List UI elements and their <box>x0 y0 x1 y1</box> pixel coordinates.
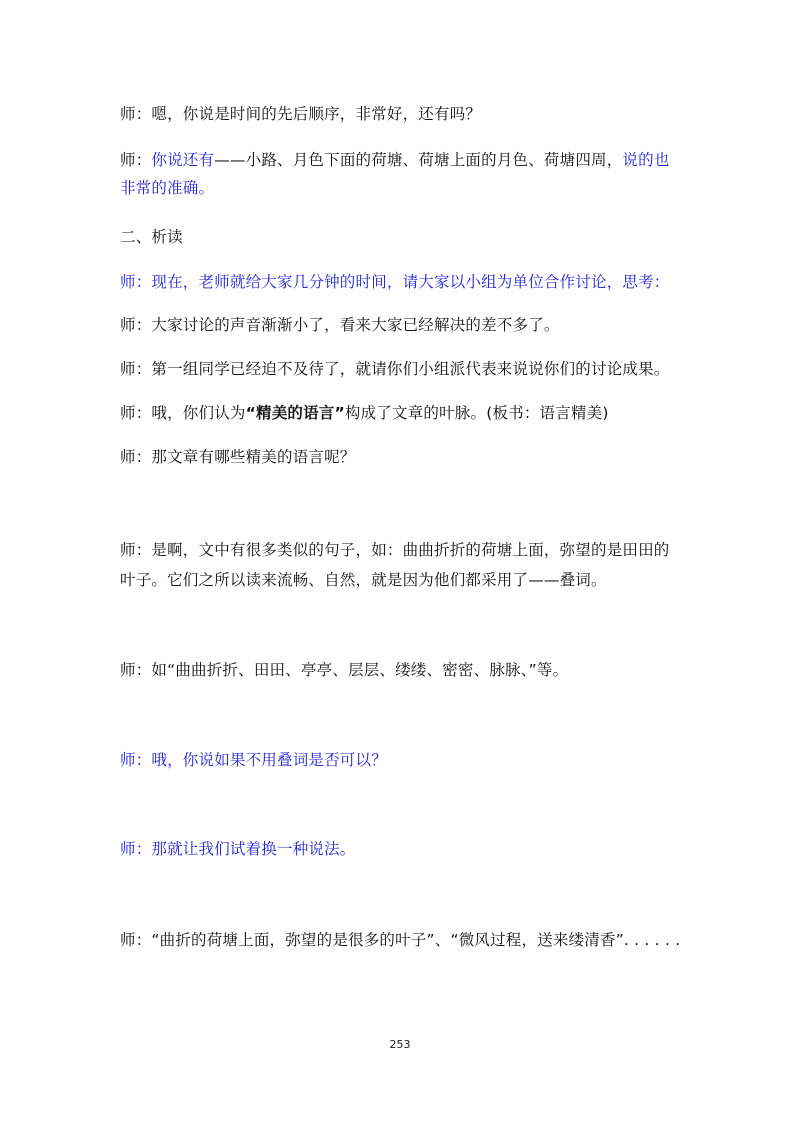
dialogue-line-2-continued <box>120 177 690 199</box>
highlighted-text: 师：哦，你说如果不用叠词是否可以？ <box>120 751 387 769</box>
dialogue-line-8 <box>120 539 690 561</box>
line-text: 叶子。它们之所以读来流畅、自然，就是因为他们都采用了——叠词。 <box>120 571 607 589</box>
line-text: 师：嗯，你说是时间的先后顺序，非常好，还有吗？ <box>120 105 482 123</box>
speaker-label: 师： <box>120 151 152 169</box>
dialogue-line-7 <box>120 446 690 468</box>
dialogue-line-9 <box>120 659 690 681</box>
highlighted-text: 师：那就让我们试着换一种说法。 <box>120 840 356 858</box>
line-text: 师：第一组同学已经迫不及待了，就请你们小组派代表来说说你们的讨论成果。 <box>120 360 670 378</box>
line-text: 师：哦，你们认为 <box>120 404 246 422</box>
page-number: 253 <box>389 1038 411 1051</box>
highlighted-text: 师：现在，老师就给大家几分钟的时间，请大家以小组为单位合作讨论，思考： <box>120 273 670 291</box>
line-text: 师：大家讨论的声音渐渐小了，看来大家已经解决的差不多了。 <box>120 316 560 334</box>
line-text: 师：“曲折的荷塘上面，弥望的是很多的叶子”、“微风过程，送来缕清香”. . . . . . <box>120 931 681 949</box>
dialogue-line-10 <box>120 749 690 771</box>
highlighted-text: 说的也 <box>622 151 670 169</box>
dialogue-line-8-continued <box>120 569 690 591</box>
dialogue-line-2 <box>120 149 690 171</box>
heading-text: 二、析读 <box>120 228 183 246</box>
line-text: 师：那文章有哪些精美的语言呢？ <box>120 448 356 466</box>
dialogue-line-6 <box>120 402 690 424</box>
line-text: ——小路、月色下面的荷塘、荷塘上面的月色、荷塘四周， <box>214 151 623 169</box>
bold-phrase: “精美的语言” <box>245 404 345 422</box>
dialogue-line-4 <box>120 314 690 336</box>
highlighted-text: 你说还有 <box>151 151 215 169</box>
dialogue-line-12 <box>120 929 690 951</box>
section-heading <box>120 226 690 248</box>
dialogue-line-3 <box>120 271 690 293</box>
dialogue-line-11 <box>120 838 690 860</box>
line-text: 师：如“曲曲折折、田田、亭亭、层层、缕缕、密密、脉脉、”等。 <box>120 661 569 679</box>
dialogue-line-1 <box>120 103 690 125</box>
line-text: 构成了文章的叶脉。(板书：语言精美) <box>344 404 609 422</box>
dialogue-line-5 <box>120 358 690 380</box>
highlighted-text: 非常的准确。 <box>120 179 215 197</box>
line-text: 师：是啊，文中有很多类似的句子，如：曲曲折折的荷塘上面，弥望的是田田的 <box>120 541 670 559</box>
